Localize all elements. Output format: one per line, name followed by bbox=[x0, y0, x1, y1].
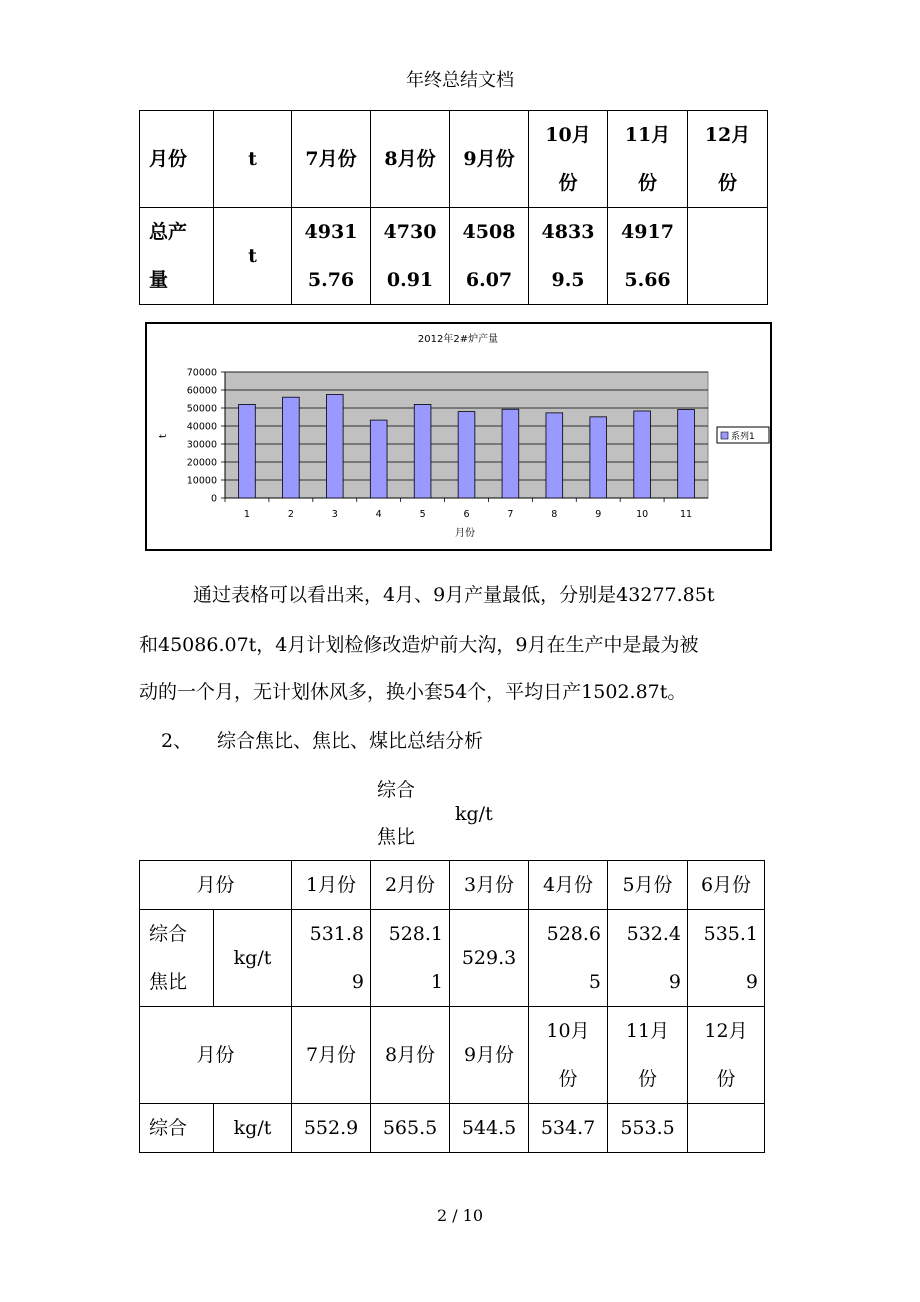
caption-line: 焦比 bbox=[377, 826, 416, 848]
x-tick-label: 1 bbox=[243, 509, 250, 520]
y-tick-label: 70000 bbox=[186, 367, 217, 379]
unit-cell: t bbox=[214, 208, 292, 305]
table-row bbox=[140, 1104, 765, 1153]
x-axis-label: 月份 bbox=[455, 528, 475, 539]
month-cell: 8月份 bbox=[371, 1007, 450, 1104]
plot-area bbox=[187, 368, 708, 521]
paragraph-line: 和45086.07t，4月计划检修改造炉前大沟，9月在生产中是最为被 bbox=[139, 634, 699, 656]
month-cell: 11月 份 bbox=[608, 1007, 688, 1104]
bar bbox=[502, 409, 519, 498]
month-cell: 4月份 bbox=[529, 861, 608, 910]
table-row bbox=[140, 910, 765, 1007]
value-cell: 49175.66 bbox=[608, 208, 688, 305]
bar bbox=[239, 404, 256, 498]
table-row bbox=[140, 1007, 765, 1104]
value-cell: 45086.07 bbox=[450, 208, 529, 305]
x-tick-label: 2 bbox=[287, 509, 294, 520]
bar bbox=[414, 404, 431, 498]
table-row bbox=[140, 208, 768, 305]
y-tick-label: 0 bbox=[210, 493, 217, 505]
caption-line: 综合 bbox=[377, 779, 416, 801]
month-cell: 2月份 bbox=[371, 861, 450, 910]
month-cell: 10月份 bbox=[529, 111, 608, 208]
value-cell bbox=[688, 208, 768, 305]
month-cell: 8月份 bbox=[371, 111, 450, 208]
month-cell: 7月份 bbox=[292, 111, 371, 208]
value-cell: 529.3 bbox=[450, 910, 529, 1007]
bar bbox=[370, 420, 387, 498]
bar bbox=[326, 395, 343, 499]
value-cell: 534.7 bbox=[529, 1104, 608, 1153]
month-cell: 3月份 bbox=[450, 861, 529, 910]
month-cell: 12月 份 bbox=[688, 1007, 765, 1104]
month-cell: 11月份 bbox=[608, 111, 688, 208]
x-tick-label: 10 bbox=[636, 509, 649, 520]
value-cell: 531.8 9 bbox=[292, 910, 371, 1007]
x-tick-label: 8 bbox=[551, 509, 558, 520]
chart-svg bbox=[147, 324, 770, 549]
legend-swatch bbox=[721, 432, 728, 439]
y-tick-label: 30000 bbox=[186, 439, 217, 451]
document-header: 年终总结文档 bbox=[406, 70, 514, 91]
coke-ratio-table bbox=[139, 860, 765, 1153]
y-axis-label: t bbox=[158, 434, 169, 438]
y-tick-label: 40000 bbox=[186, 421, 217, 433]
bar bbox=[678, 409, 695, 498]
value-cell: 544.5 bbox=[450, 1104, 529, 1153]
paragraph-line: 通过表格可以看出来，4月、9月产量最低，分别是43277.85t bbox=[193, 584, 715, 606]
y-tick-label: 20000 bbox=[186, 457, 217, 469]
value-cell: 48339.5 bbox=[529, 208, 608, 305]
value-cell: 47300.91 bbox=[371, 208, 450, 305]
x-tick-label: 11 bbox=[679, 509, 693, 520]
section-number: 2、 bbox=[161, 730, 193, 752]
bar bbox=[283, 397, 300, 498]
value-cell bbox=[688, 1104, 765, 1153]
value-cell: 552.9 bbox=[292, 1104, 371, 1153]
bar bbox=[634, 411, 651, 498]
row-label-cell: 综合 bbox=[140, 1104, 214, 1153]
value-cell: 535.1 9 bbox=[688, 910, 765, 1007]
month-cell: 6月份 bbox=[688, 861, 765, 910]
value-cell: 49315.76 bbox=[292, 208, 371, 305]
month-cell: 9月份 bbox=[450, 111, 529, 208]
month-cell: 7月份 bbox=[292, 1007, 371, 1104]
x-tick-label: 9 bbox=[595, 509, 602, 520]
x-tick-label: 4 bbox=[375, 509, 382, 520]
month-cell: 10月 份 bbox=[529, 1007, 608, 1104]
month-header-cell: 月份 bbox=[140, 861, 292, 910]
table-row bbox=[140, 861, 765, 910]
page-number: 2 / 10 bbox=[436, 1206, 484, 1225]
month-cell: 1月份 bbox=[292, 861, 371, 910]
y-tick-label: 10000 bbox=[186, 475, 217, 487]
month-cell: 9月份 bbox=[450, 1007, 529, 1104]
table-row bbox=[140, 111, 768, 208]
x-tick-label: 7 bbox=[507, 509, 514, 520]
bar bbox=[458, 412, 475, 498]
production-table bbox=[139, 110, 768, 305]
bar bbox=[546, 413, 563, 498]
row-label-cell: 综合 焦比 bbox=[140, 910, 214, 1007]
caption-unit: kg/t bbox=[455, 803, 493, 825]
value-cell: 565.5 bbox=[371, 1104, 450, 1153]
value-cell: 528.1 1 bbox=[371, 910, 450, 1007]
x-tick-label: 3 bbox=[331, 509, 338, 520]
unit-cell: kg/t bbox=[214, 910, 292, 1007]
y-tick-label: 50000 bbox=[186, 403, 217, 415]
month-cell: 5月份 bbox=[608, 861, 688, 910]
x-tick-label: 6 bbox=[463, 509, 470, 520]
production-chart bbox=[145, 322, 772, 551]
legend bbox=[717, 427, 769, 443]
unit-cell: kg/t bbox=[214, 1104, 292, 1153]
x-tick-label: 5 bbox=[419, 509, 426, 520]
value-cell: 553.5 bbox=[608, 1104, 688, 1153]
section-title: 综合焦比、焦比、煤比总结分析 bbox=[217, 730, 484, 752]
value-cell: 528.6 5 bbox=[529, 910, 608, 1007]
month-header-cell: 月份 bbox=[140, 1007, 292, 1104]
bar bbox=[590, 417, 607, 498]
unit-cell: t bbox=[214, 111, 292, 208]
total-output-label: 总产量 bbox=[140, 208, 214, 305]
value-cell: 532.4 9 bbox=[608, 910, 688, 1007]
month-header-cell: 月份 bbox=[140, 111, 214, 208]
month-cell: 12月份 bbox=[688, 111, 768, 208]
chart-title: 2012年2#炉产量 bbox=[417, 334, 499, 345]
paragraph-line: 动的一个月，无计划休风多，换小套54个，平均日产1502.87t。 bbox=[139, 681, 687, 703]
y-tick-label: 60000 bbox=[186, 385, 217, 397]
legend-label: 系列1 bbox=[731, 432, 755, 442]
